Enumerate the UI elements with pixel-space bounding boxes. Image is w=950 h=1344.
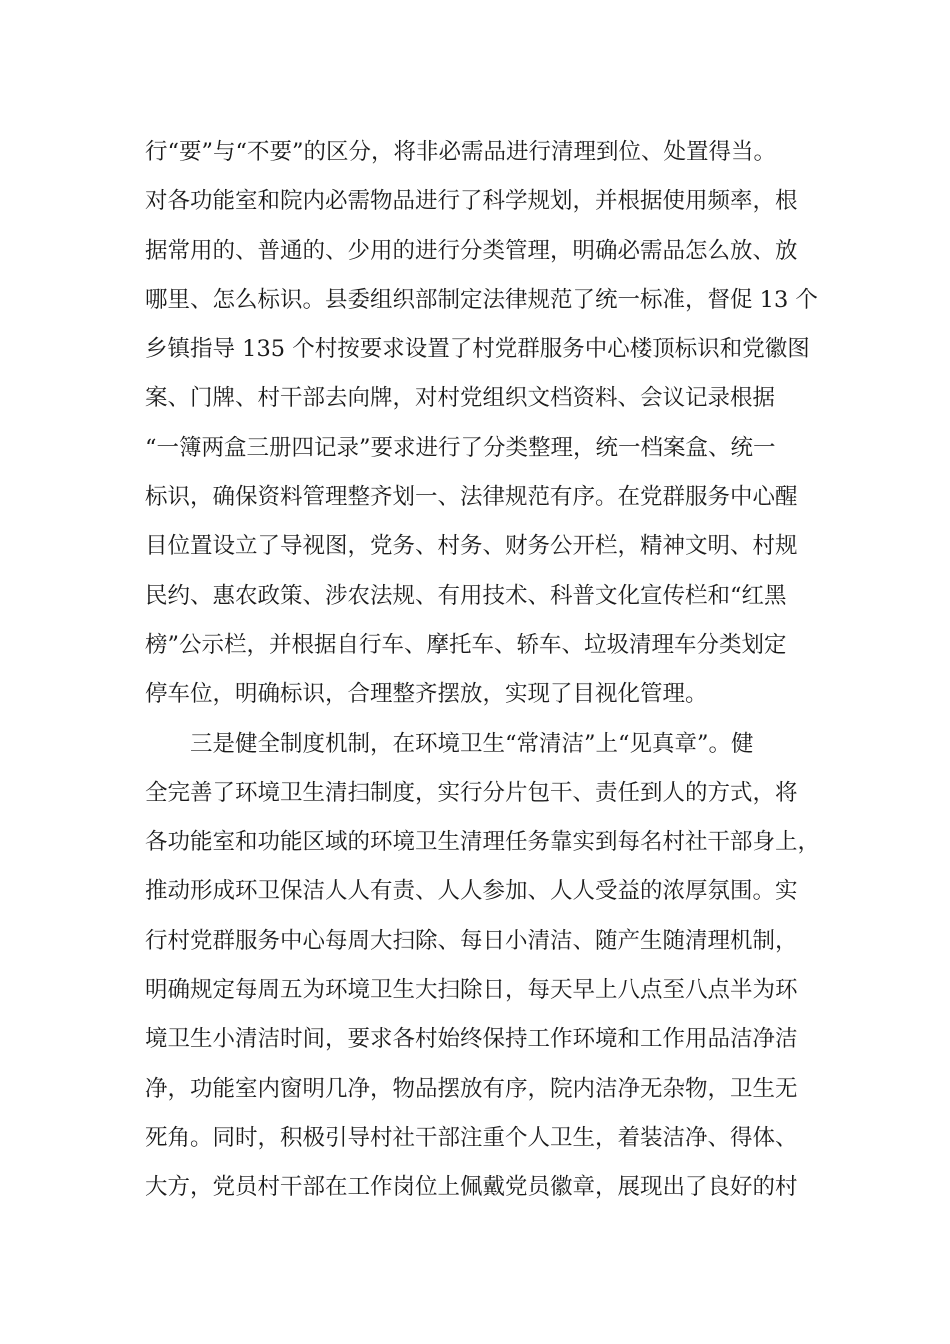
text-line: 行村党群服务中心每周大扫除、每日小清洁、随产生随清理机制，: [145, 927, 798, 954]
text-line: 行“要”与“不要”的区分，将非必需品进行清理到位、处置得当。: [145, 139, 777, 165]
text-line: 推动形成环卫保洁人人有责、人人参加、人人受益的浓厚氛围。实: [145, 878, 798, 905]
text-line: 目位置设立了导视图，党务、村务、财务公开栏，精神文明、村规: [145, 533, 798, 560]
text-line: “一簿两盒三册四记录”要求进行了分类整理，统一档案盒、统一: [145, 434, 776, 461]
text-line: 民约、惠农政策、涉农法规、有用技术、科普文化宣传栏和“红黑: [145, 582, 787, 609]
text-line: 境卫生小清洁时间，要求各村始终保持工作环境和工作用品洁净洁: [145, 1026, 798, 1053]
text-line: 对各功能室和院内必需物品进行了科学规划，并根据使用频率，根: [145, 188, 798, 215]
text-line: 据常用的、普通的、少用的进行分类管理，明确必需品怎么放、放: [145, 237, 798, 264]
text-line: 各功能室和功能区域的环境卫生清理任务靠实到每名村社干部身上，: [145, 829, 821, 856]
paragraph-start-line: 三是健全制度机制，在环境卫生“常清洁”上“见真章”。健: [190, 730, 754, 757]
text-line: 案、门牌、村干部去向牌，对村党组织文档资料、会议记录根据: [145, 385, 776, 412]
text-line: 大方，党员村干部在工作岗位上佩戴党员徽章，展现出了良好的村: [145, 1174, 798, 1201]
text-line: 哪里、怎么标识。县委组织部制定法律规范了统一标准，督促 13 个: [145, 286, 818, 313]
text-line: 榜”公示栏，并根据自行车、摩托车、轿车、垃圾清理车分类划定: [145, 631, 787, 658]
text-line: 净，功能室内窗明几净，物品摆放有序，院内洁净无杂物，卫生无: [145, 1075, 798, 1102]
text-line: 乡镇指导 135 个村按要求设置了村党群服务中心楼顶标识和党徽图: [145, 336, 810, 363]
text-line: 全完善了环境卫生清扫制度，实行分片包干、责任到人的方式，将: [145, 779, 798, 806]
text-line: 死角。同时，积极引导村社干部注重个人卫生，着装洁净、得体、: [145, 1124, 798, 1151]
text-line: 标识，确保资料管理整齐划一、法律规范有序。在党群服务中心醒: [145, 484, 798, 511]
text-line: 明确规定每周五为环境卫生大扫除日，每天早上八点至八点半为环: [145, 977, 798, 1004]
text-line: 停车位，明确标识，合理整齐摆放，实现了目视化管理。: [145, 681, 708, 708]
body-text: [145, 128, 825, 1213]
